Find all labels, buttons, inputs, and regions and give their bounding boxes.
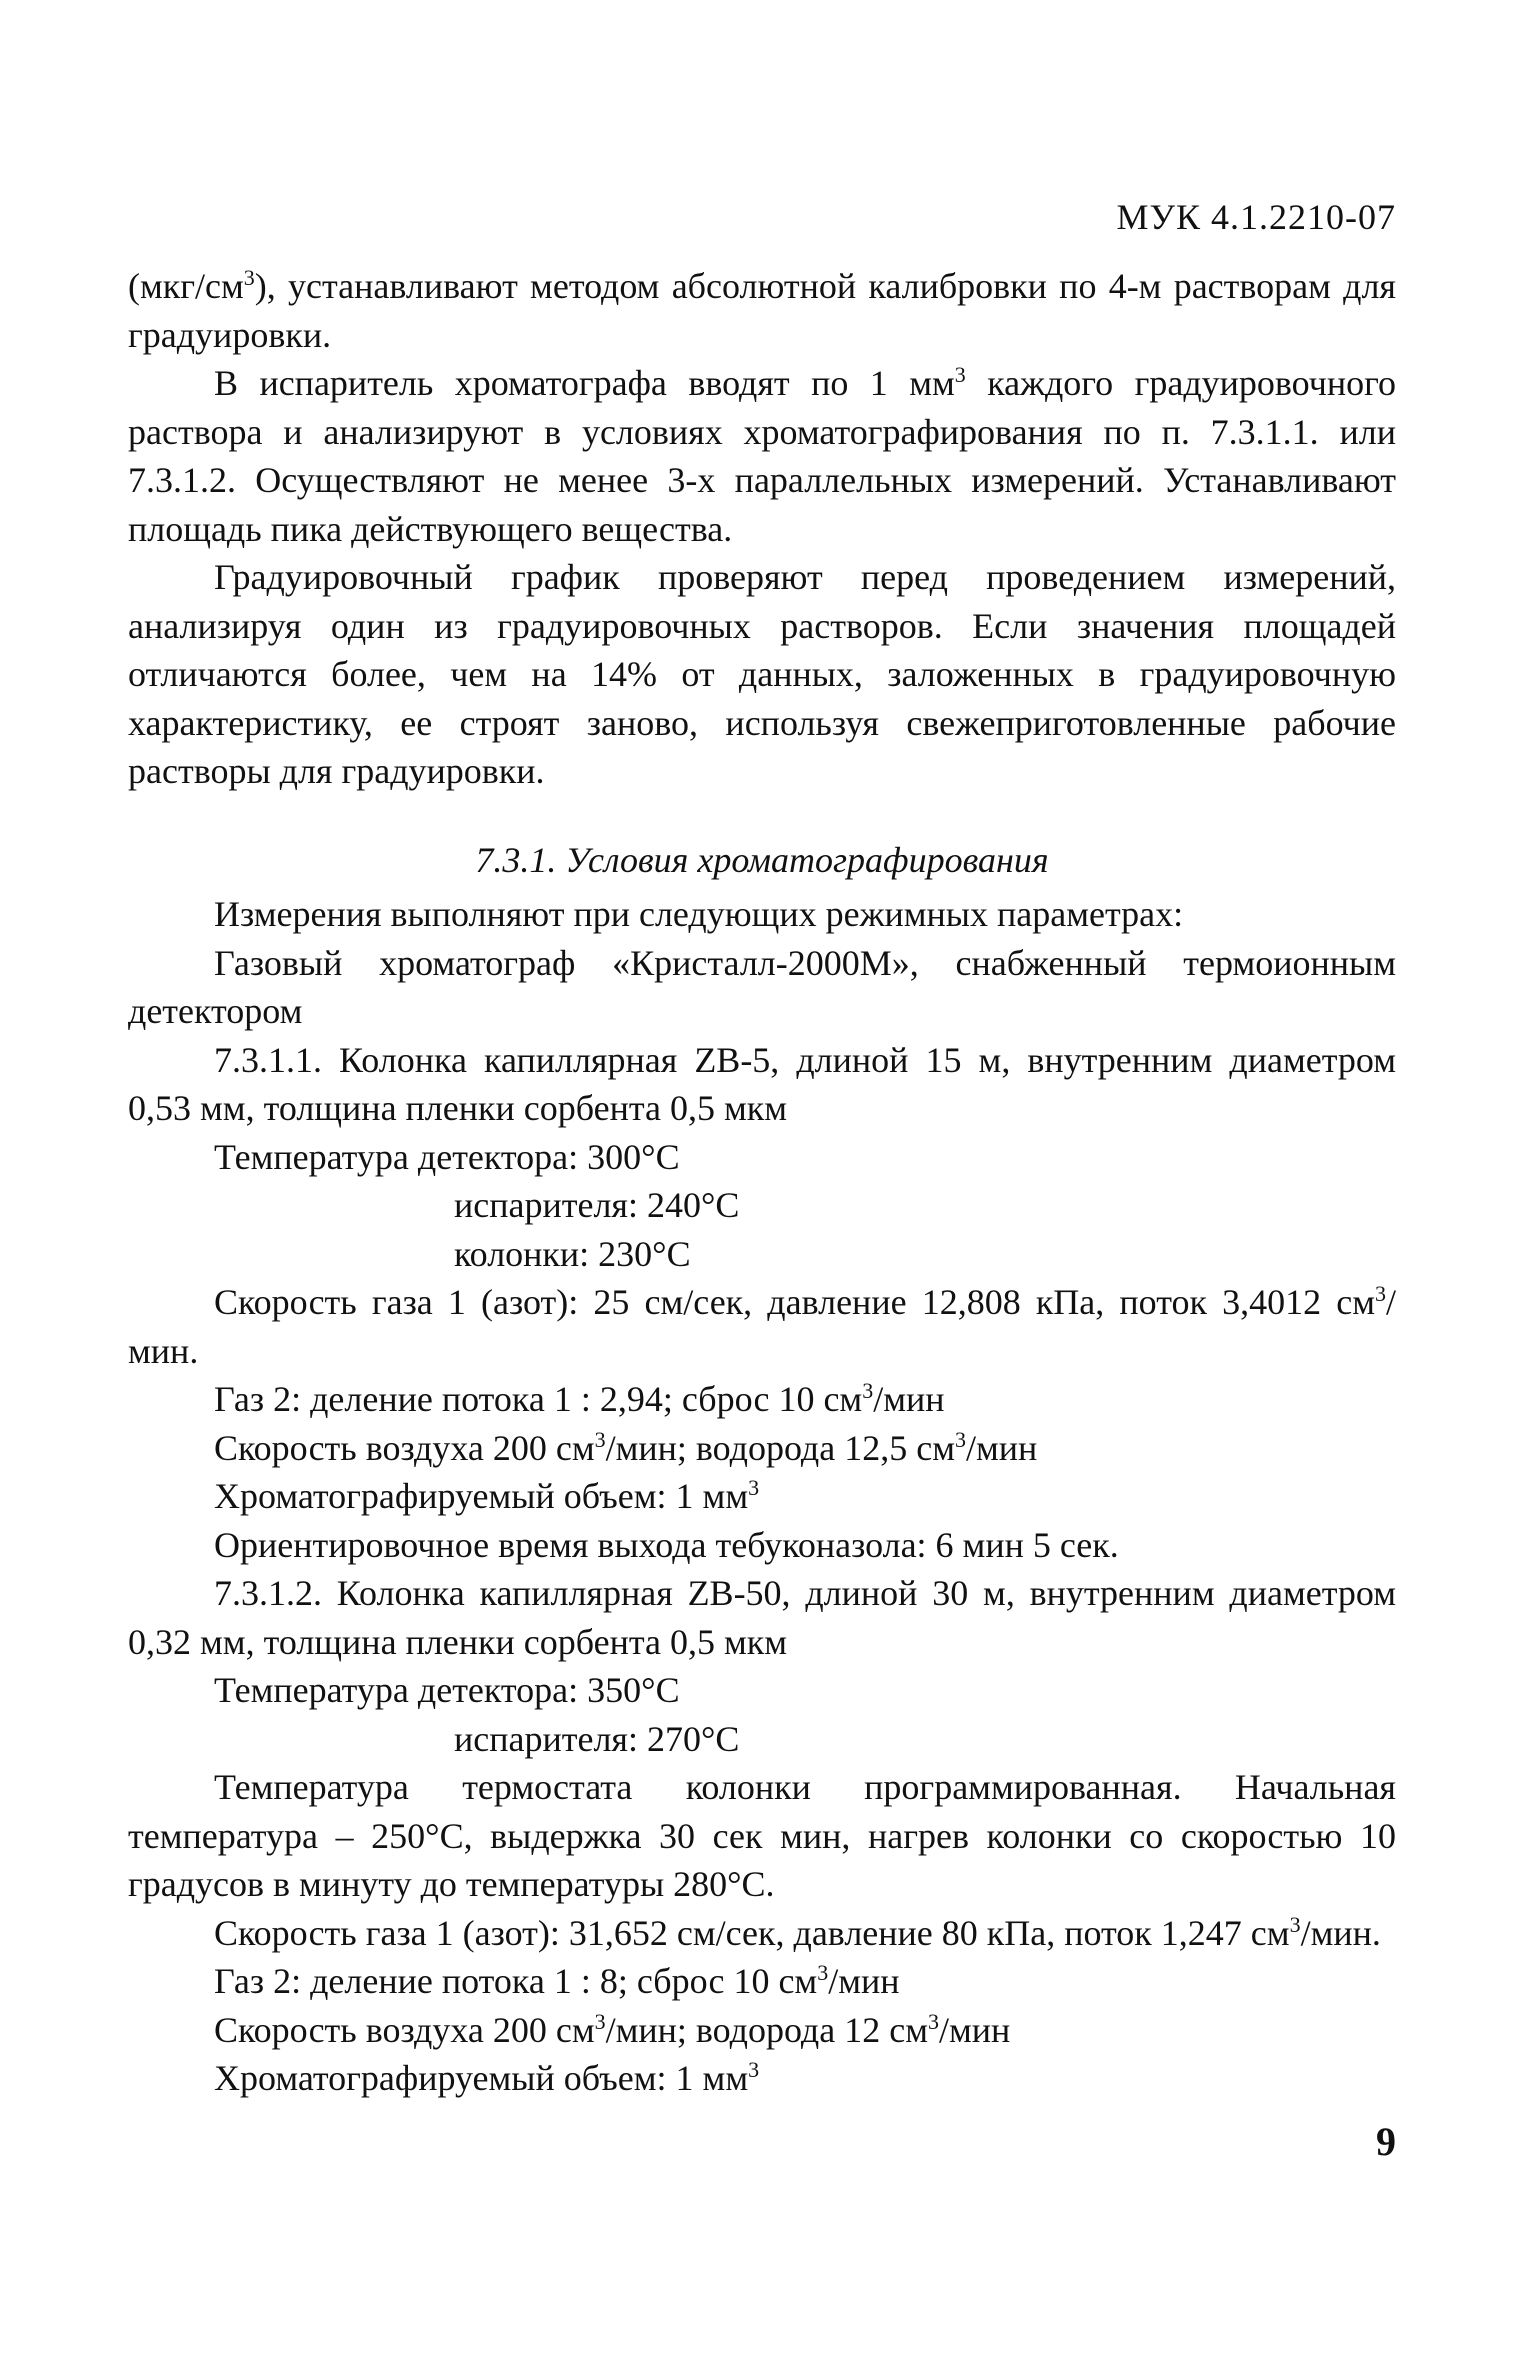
- paragraph-parameters: Измерения выполняют при следующих режимных параметрах:: [214, 894, 1184, 934]
- superscript: 3: [1374, 1281, 1386, 1306]
- column-2-volume: [128, 2054, 1396, 2103]
- text-run: Хроматографируемый объем: 1 мм: [214, 1476, 749, 1516]
- superscript: 3: [1289, 1911, 1301, 1937]
- text-run: (мкг/см: [128, 266, 244, 306]
- text-run: /мин: [965, 1427, 1038, 1468]
- page-number: 9: [1376, 2119, 1396, 2164]
- text-run: Газ 2: деление потока 1 : 8; сброс 10 см: [214, 1961, 818, 2001]
- column-1-air: [128, 1424, 1396, 1473]
- text-run: /мин.: [128, 1282, 1396, 1371]
- superscript: 3: [243, 265, 255, 290]
- document-code-header: МУК 4.1.2210-07: [1116, 197, 1396, 237]
- superscript: 3: [748, 1475, 760, 1500]
- text-run: Скорость газа 1 (азот): 25 см/сек, давление 12,808 кПа, поток 3,4012 см: [214, 1282, 1375, 1322]
- paragraph-injection: [128, 359, 1396, 553]
- column-1-volume: [128, 1472, 1396, 1521]
- column-2-gas2: [128, 1957, 1396, 2006]
- text-run: Скорость воздуха 200 см: [214, 2009, 595, 2050]
- superscript: 3: [954, 1426, 966, 1452]
- section-title: 7.3.1. Условия хроматографирования: [475, 839, 1049, 880]
- column-1-temp-detector: Температура детектора: 300°С: [214, 1136, 680, 1177]
- page-body: [128, 262, 1396, 2103]
- column-1-description: 7.3.1.1. Колонка капиллярная ZB-5, длиной 15 м, внутренним диаметром 0,53 мм, толщина пленки сорбента 0,5 мкм: [128, 1039, 1396, 1128]
- text-run: /мин; водорода 12,5 см: [605, 1427, 955, 1468]
- text-run: Газ 2: деление потока 1 : 2,94; сброс 10 см: [214, 1379, 863, 1419]
- column-2-temp-detector: Температура детектора: 350°С: [214, 1670, 680, 1710]
- text-run: /мин; водорода 12 см: [605, 2009, 928, 2050]
- superscript: 3: [594, 1426, 606, 1452]
- paragraph-graph-check: Градуировочный график проверяют перед проведением измерений, анализируя один из градуировочных растворов. Если значения площадей отличаются более, чем на 14% от данных, заложенных в градуировочную характеристику, ее строят заново, используя свежеприготовленные рабочие растворы для градуировки.: [128, 557, 1396, 791]
- column-1-gas2: [128, 1375, 1396, 1424]
- column-2-program: Температура термостата колонки программированная. Начальная температура – 250°С, выдержка 30 сек мин, нагрев колонки со скоростью 10 градусов в минуту до температуры 280°С.: [128, 1767, 1396, 1904]
- column-1-temp-evaporator: испарителя: 240°С: [454, 1185, 740, 1225]
- column-1-temp-column: колонки: 230°С: [454, 1233, 691, 1274]
- text-run: /мин: [828, 1961, 900, 2001]
- text-run: Скорость воздуха 200 см: [214, 1427, 595, 1468]
- superscript: 3: [927, 2008, 939, 2034]
- superscript: 3: [594, 2008, 606, 2034]
- column-1-retention: Ориентировочное время выхода тебуконазола: 6 мин 5 сек.: [214, 1524, 1119, 1565]
- text-run: ), устанавливают методом абсолютной калибровки по 4-м растворам для градуировки.: [128, 266, 1396, 355]
- superscript: 3: [954, 362, 966, 387]
- text-run: В испаритель хроматографа вводят по 1 мм: [214, 363, 955, 403]
- superscript: 3: [817, 1960, 829, 1985]
- superscript: 3: [748, 2057, 760, 2082]
- paragraph-calibration: [128, 262, 1396, 359]
- column-2-air: [128, 2006, 1396, 2055]
- text-run: /мин: [938, 2009, 1011, 2050]
- column-1-gas1: [128, 1278, 1396, 1375]
- text-run: /мин: [873, 1379, 945, 1419]
- text-run: Хроматографируемый объем: 1 мм: [214, 2058, 749, 2098]
- column-2-gas1: [128, 1909, 1396, 1958]
- column-2-description: 7.3.1.2. Колонка капиллярная ZB-50, длиной 30 м, внутренним диаметром 0,32 мм, толщина пленки сорбента 0,5 мкм: [128, 1573, 1396, 1662]
- paragraph-chromatograph: Газовый хроматограф «Кристалл-2000М», снабженный термоионным детектором: [128, 942, 1396, 1031]
- text-run: Скорость газа 1 (азот): 31,652 см/сек, давление 80 кПа, поток 1,247 см: [214, 1912, 1290, 1953]
- text-run: каждого градуировочного раствора и анализируют в условиях хроматографирования по п. 7.3.1.1. или 7.3.1.2. Осуществляют не менее 3-х параллельных измерений. Устанавливают площадь пика действующего вещества.: [128, 363, 1396, 549]
- column-2-temp-evaporator: испарителя: 270°С: [454, 1718, 740, 1759]
- text-run: /мин.: [1300, 1912, 1381, 1953]
- superscript: 3: [862, 1378, 874, 1403]
